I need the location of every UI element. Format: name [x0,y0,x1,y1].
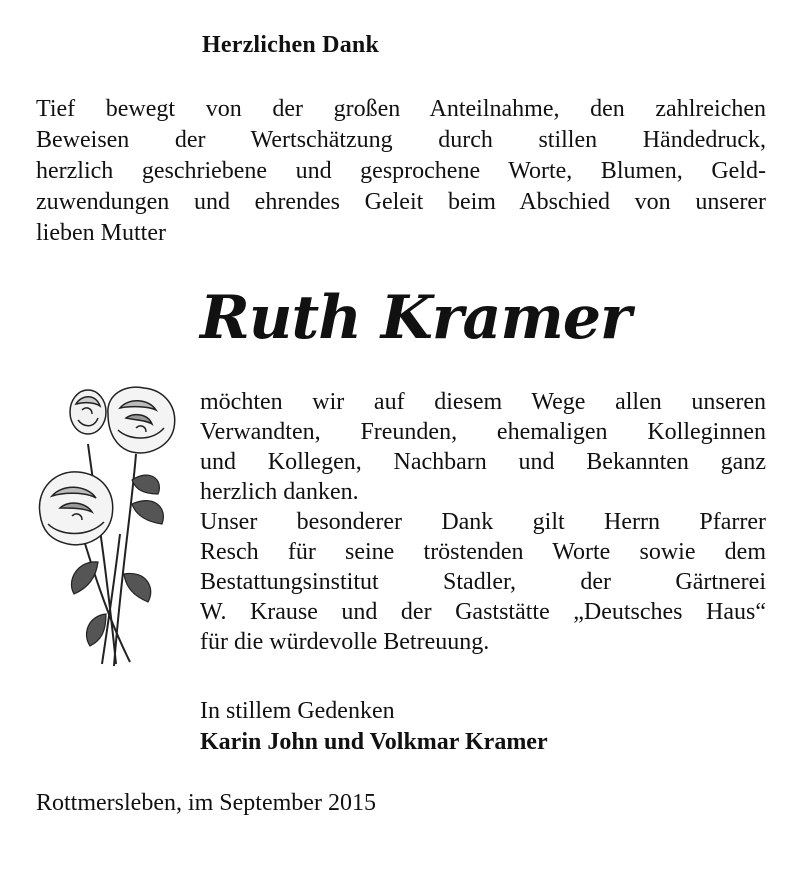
body-line: möchten wir auf diesem Wege allen unseren [200,389,766,415]
roses-illustration [36,384,184,670]
signers: Karin John und Volkmar Kramer [200,729,548,755]
body-line: Unser besonderer Dank gilt Herrn Pfarrer [200,509,766,535]
body-line: Resch für seine tröstenden Worte sowie dem [200,539,766,565]
body-line: Bestattungsinstitut Stadler, der Gärtnerei [200,569,766,595]
thanks-paragraph [200,387,766,657]
intro-line: Tief bewegt von der großen Anteilnahme, den zahlreichen [36,96,766,122]
intro-line: Beweisen der Wertschätzung durch stillen Händedruck, [36,127,766,153]
body-line: für die würdevolle Betreuung. [200,629,490,655]
intro-line: lieben Mutter [36,220,166,246]
intro-line: herzlich geschriebene und gesprochene Worte, Blumen, Geld- [36,158,766,184]
body-line: Verwandten, Freunden, ehemaligen Kolleginnen [200,419,766,445]
closing-phrase: In stillem Gedenken [200,698,395,724]
body-line: W. Krause und der Gaststätte „Deutsches Haus“ [200,599,766,625]
intro-paragraph [36,94,766,249]
place-date: Rottmersleben, im September 2015 [36,790,376,816]
notice-heading: Herzlichen Dank [202,32,379,58]
deceased-name: Ruth Kramer [200,283,631,353]
body-line: herzlich danken. [200,479,359,505]
intro-line: zuwendungen und ehrendes Geleit beim Abschied von unserer [36,189,766,215]
body-line: und Kollegen, Nachbarn und Bekannten ganz [200,449,766,475]
